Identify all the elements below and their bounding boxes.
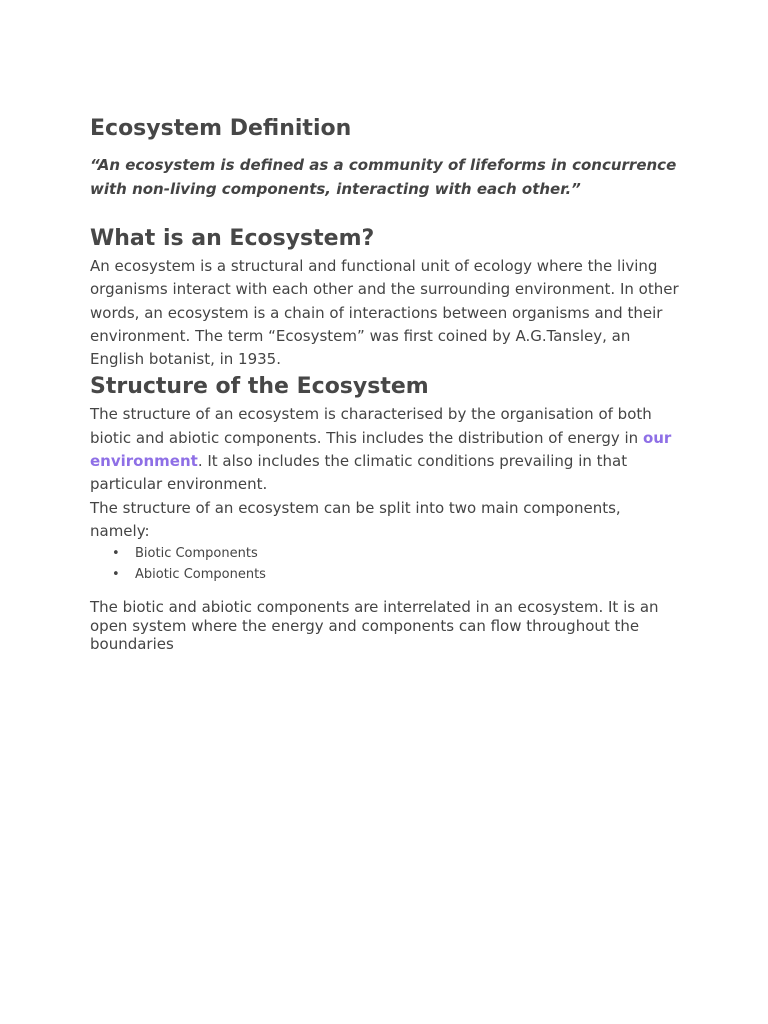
list-item-label: Abiotic Components (135, 567, 266, 583)
list-item (112, 543, 680, 564)
bullet-icon: • (112, 567, 120, 583)
structure-paragraph-text-end: . It also includes the climatic conditions prevailing in that particular environment. (90, 452, 628, 494)
what-is-paragraph: An ecosystem is a structural and functional unit of ecology where the living organisms interact with each other and the surrounding environment. In other words, an ecosystem is a chain of interactions between organisms and their environment. The term “Ecosystem” was first coined by A.G.Tansley, an English botanist, in 1935. (90, 257, 679, 369)
structure-paragraph (90, 403, 680, 496)
definition-quote: “An ecosystem is defined as a community of lifeforms in concurrence with non-living components, interacting with each other.” (90, 156, 677, 198)
our-environment-link[interactable]: our environment (90, 428, 672, 471)
list-item-label: Biotic Components (135, 546, 258, 562)
what-is-heading: What is an Ecosystem? (90, 226, 375, 251)
document-page (90, 112, 680, 653)
bullet-icon: • (112, 546, 120, 562)
structure-paragraph-text-start: The structure of an ecosystem is characterised by the organisation of both biotic and abiotic components. This includes the distribution of energy in (90, 405, 652, 447)
closing-paragraph: The biotic and abiotic components are interrelated in an ecosystem. It is an open system where the energy and components can flow throughout the boundaries (90, 598, 659, 653)
components-intro-paragraph: The structure of an ecosystem can be split into two main components, namely: (90, 498, 621, 540)
components-list (90, 543, 680, 585)
definition-heading: Ecosystem Definition (90, 116, 352, 141)
structure-heading: Structure of the Ecosystem (90, 374, 429, 400)
list-item (112, 564, 680, 585)
